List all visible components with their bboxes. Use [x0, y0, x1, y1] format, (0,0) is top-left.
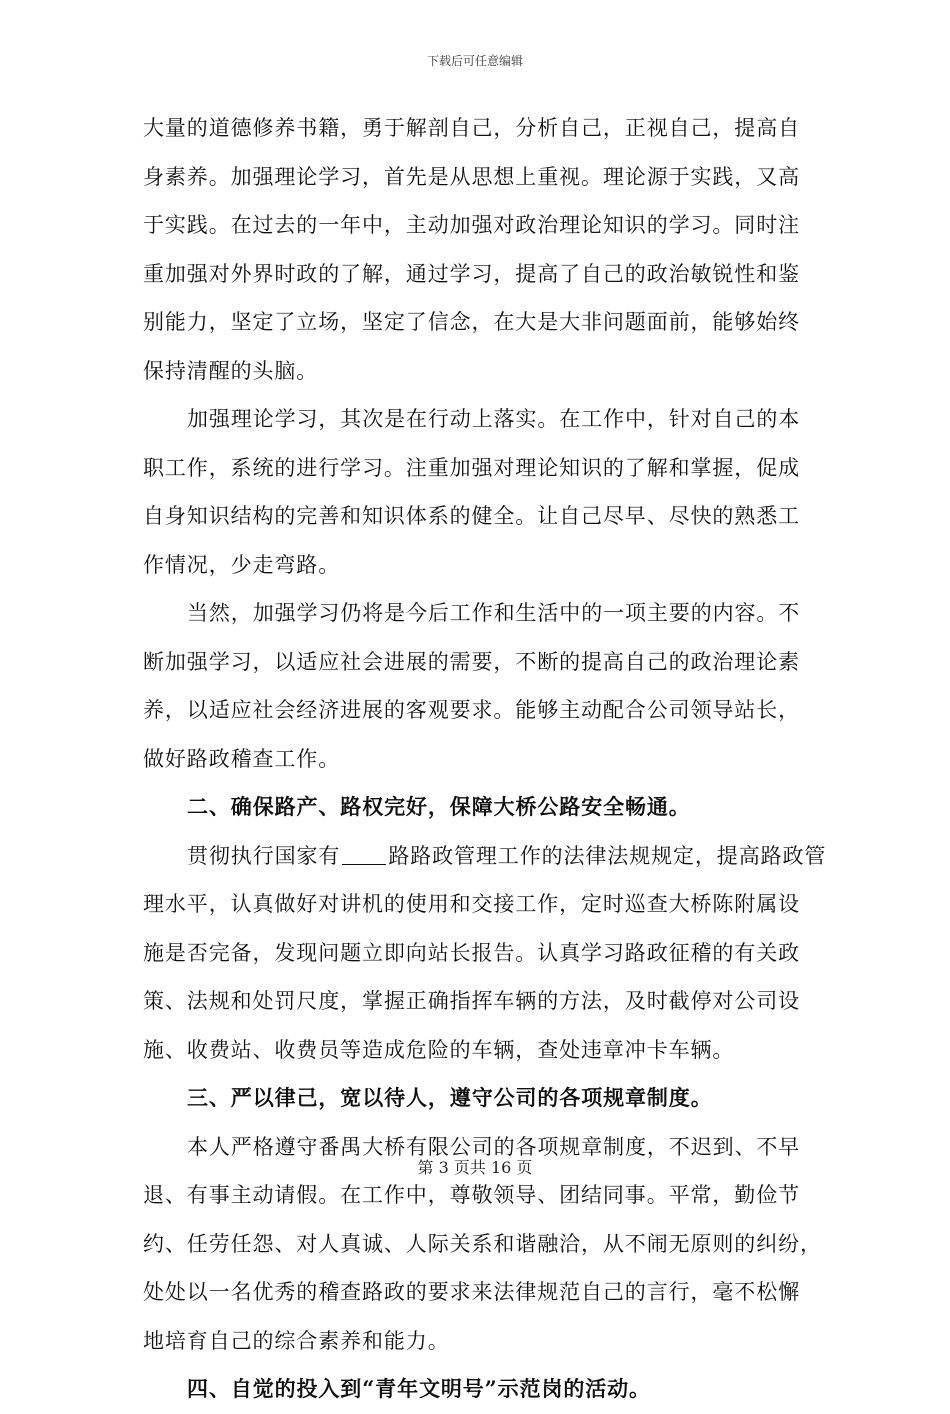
body-line: 施、收费站、收费员等造成危险的车辆，查处违章冲卡车辆。: [143, 1037, 735, 1062]
body-line: 大量的道德修养书籍，勇于解剖自己，分析自己，正视自己，提高自: [143, 116, 800, 140]
page-footer: 第 3 页共 16 页: [417, 1158, 533, 1177]
body-line: [143, 832, 827, 881]
body-line: 断加强学习，以适应社会进展的需要，不断的提高自己的政治理论素: [143, 649, 800, 674]
body-line: 于实践。在过去的一年中，主动加强对政治理论知识的学习。同时注: [143, 213, 800, 237]
body-line: 职工作，系统的进行学习。注重加强对理论知识的了解和掌握，促成: [143, 455, 800, 480]
body-line: 别能力，坚定了立场，坚定了信念，在大是大非问题面前，能够始终: [143, 310, 800, 334]
body-line: 地培育自己的综合素养和能力。: [143, 1328, 450, 1353]
body-line: 做好路政稽查工作。: [143, 746, 341, 771]
body-line: 当然，加强学习仍将是今后工作和生活中的一项主要的内容。不: [187, 601, 801, 625]
body-line: 约、任劳任怨、对人真诚、人际关系和谐融洽，从不闹无原则的纠纷，: [143, 1231, 822, 1256]
document-body: [143, 104, 827, 1414]
body-line: 处处以一名优秀的稽查路政的要求来法律规范自己的言行，毫不松懈: [143, 1280, 800, 1304]
line-start: 贯彻执行国家有: [187, 843, 341, 868]
fill-in-blank: [342, 844, 386, 865]
body-line: 策、法规和处罚尺度，掌握正确指挥车辆的方法，及时截停对公司设: [143, 989, 800, 1013]
body-line: 自身知识结构的完善和知识体系的健全。让自己尽早、尽快的熟悉工: [143, 504, 800, 528]
section-heading: 四、自觉的投入到“青年文明号”示范岗的活动。: [187, 1376, 651, 1401]
body-line: 加强理论学习，其次是在行动上落实。在工作中，针对自己的本: [187, 407, 801, 431]
body-line: 作情况，少走弯路。: [143, 552, 341, 577]
body-line: 退、有事主动请假。在工作中，尊敬领导、团结同事。平常，勤俭节: [143, 1183, 800, 1207]
page-header: 下载后可任意编辑: [426, 54, 523, 68]
section-heading: 二、确保路产、路权完好，保障大桥公路安全畅通。: [187, 794, 691, 819]
body-line: 身素养。加强理论学习，首先是从思想上重视。理论源于实践，又高: [143, 164, 800, 189]
body-line: 理水平，认真做好对讲机的使用和交接工作，定时巡查大桥陈附属设: [143, 892, 800, 916]
section-heading: 三、严以律己，宽以待人，遵守公司的各项规章制度。: [187, 1085, 713, 1110]
body-line: 施是否完备，发现问题立即向站长报告。认真学习路政征稽的有关政: [143, 940, 800, 965]
body-line: 养，以适应社会经济进展的客观要求。能够主动配合公司领导站长，: [143, 698, 800, 722]
body-line: 本人严格遵守番禺大桥有限公司的各项规章制度，不迟到、不早: [187, 1134, 801, 1159]
line-rest: 路路政管理工作的法律法规规定，提高路政管: [388, 843, 827, 868]
body-line: 保持清醒的头脑。: [143, 358, 319, 383]
body-line: 重加强对外界时政的了解，通过学习，提高了自己的政治敏锐性和鉴: [143, 261, 800, 286]
